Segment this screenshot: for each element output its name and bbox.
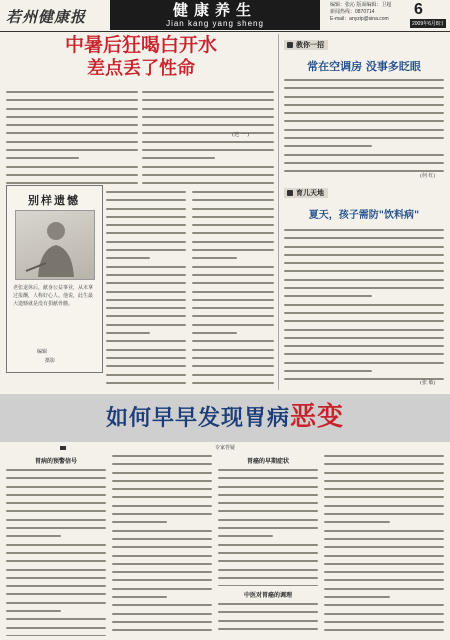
text-line xyxy=(284,367,444,375)
text-line xyxy=(218,499,318,507)
article1-body-col2 xyxy=(142,88,274,184)
text-line xyxy=(106,188,186,196)
text-line xyxy=(284,93,444,101)
issue-date: 2009年6月8日 xyxy=(412,21,444,27)
text-line xyxy=(6,474,106,482)
text-line xyxy=(324,635,444,636)
text-line xyxy=(6,146,138,154)
text-line xyxy=(218,516,318,524)
masthead-email: E-mail：anyzip@sina.com xyxy=(330,16,389,22)
text-line xyxy=(324,552,444,560)
text-line xyxy=(324,452,444,460)
text-line xyxy=(142,146,274,154)
right1-tag: 教你一招 xyxy=(284,40,328,50)
figure-title: 别样遗憾 xyxy=(28,194,80,207)
text-line xyxy=(106,279,186,287)
text-line xyxy=(284,334,444,342)
text-line xyxy=(284,309,444,317)
text-line xyxy=(6,590,106,598)
text-line xyxy=(192,304,274,312)
text-line xyxy=(142,96,274,104)
text-line xyxy=(218,491,318,499)
page-number: 6 xyxy=(414,1,423,18)
text-line xyxy=(324,493,444,501)
text-line xyxy=(324,469,444,477)
right1-body xyxy=(284,76,444,176)
text-line xyxy=(6,532,106,540)
text-line xyxy=(6,138,138,146)
text-line xyxy=(284,276,444,284)
text-line xyxy=(112,543,212,551)
text-line xyxy=(324,618,444,626)
text-line xyxy=(218,524,318,532)
section-banner xyxy=(110,0,320,30)
text-line xyxy=(192,288,274,296)
text-line xyxy=(192,213,274,221)
text-line xyxy=(6,491,106,499)
article1-body-col1 xyxy=(6,88,138,184)
text-line xyxy=(218,582,318,586)
text-line xyxy=(112,452,212,460)
text-line xyxy=(142,105,274,113)
text-line xyxy=(6,624,106,632)
figure-box xyxy=(6,185,103,373)
article2-col3b xyxy=(218,600,318,636)
text-line xyxy=(192,254,274,262)
right1-title: 常在空调房 没事多眨眼 xyxy=(307,60,421,73)
text-line xyxy=(106,296,186,304)
text-line xyxy=(324,543,444,551)
text-line xyxy=(218,574,318,582)
text-line xyxy=(192,271,274,279)
text-line xyxy=(218,557,318,565)
text-line xyxy=(142,113,274,121)
text-line xyxy=(284,243,444,251)
text-line xyxy=(324,568,444,576)
text-line xyxy=(106,329,186,337)
text-line xyxy=(284,326,444,334)
text-line xyxy=(112,626,212,634)
column-divider xyxy=(278,34,279,390)
article1-title-line1: 中暑后狂喝白开水 xyxy=(64,34,217,56)
text-line xyxy=(284,126,444,134)
text-line xyxy=(284,317,444,325)
text-line xyxy=(106,254,186,262)
section-pinyin: Jian kang yang sheng xyxy=(166,19,264,28)
text-line xyxy=(112,527,212,535)
text-line xyxy=(6,96,138,104)
text-line xyxy=(142,154,274,162)
article1-body-col3 xyxy=(106,188,186,388)
section-title: 健康养生 xyxy=(172,1,257,19)
text-line xyxy=(6,582,106,590)
text-line xyxy=(324,626,444,634)
text-line xyxy=(112,535,212,543)
text-line xyxy=(192,263,274,271)
article2-headline xyxy=(0,395,450,440)
text-line xyxy=(112,502,212,510)
text-line xyxy=(112,485,212,493)
text-line xyxy=(6,113,138,121)
text-line xyxy=(284,292,444,300)
text-line xyxy=(324,527,444,535)
text-line xyxy=(284,76,444,84)
text-line xyxy=(6,483,106,491)
text-line xyxy=(106,221,186,229)
text-line xyxy=(284,267,444,275)
text-line xyxy=(112,635,212,636)
text-line xyxy=(112,552,212,560)
text-line xyxy=(142,171,274,179)
masthead-editor: 编辑：张沁 版面编辑：卫超 xyxy=(330,2,392,8)
text-line xyxy=(218,608,318,616)
text-line xyxy=(192,387,274,388)
text-line xyxy=(218,566,318,574)
text-line xyxy=(218,474,318,482)
figure-signature-2: 摄影 xyxy=(45,358,56,364)
text-line xyxy=(106,196,186,204)
text-line xyxy=(284,134,444,142)
text-line xyxy=(324,585,444,593)
text-line xyxy=(142,138,274,146)
text-line xyxy=(106,321,186,329)
text-line xyxy=(6,541,106,549)
right2-title: 夏天，孩子需防"饮料病" xyxy=(308,210,420,221)
text-line xyxy=(106,246,186,254)
text-line xyxy=(192,229,274,237)
text-line xyxy=(284,151,444,159)
text-line xyxy=(112,560,212,568)
text-line xyxy=(192,354,274,362)
text-line xyxy=(6,154,138,162)
text-line xyxy=(284,301,444,309)
text-line xyxy=(192,196,274,204)
text-line xyxy=(6,121,138,129)
text-line xyxy=(192,246,274,254)
text-line xyxy=(284,84,444,92)
text-line xyxy=(284,259,444,267)
text-line xyxy=(112,469,212,477)
text-line xyxy=(324,576,444,584)
text-line xyxy=(112,576,212,584)
text-line xyxy=(192,321,274,329)
text-line xyxy=(284,226,444,234)
text-line xyxy=(218,600,318,608)
text-line xyxy=(106,205,186,213)
masthead-info xyxy=(330,2,410,23)
text-line xyxy=(6,171,138,179)
text-line xyxy=(192,329,274,337)
text-line xyxy=(284,359,444,367)
text-line xyxy=(324,593,444,601)
text-line xyxy=(284,342,444,350)
text-line xyxy=(106,371,186,379)
text-line xyxy=(284,109,444,117)
text-line xyxy=(324,510,444,518)
text-line xyxy=(6,607,106,615)
newspaper-logo: 若州健康报 xyxy=(6,8,87,26)
text-line xyxy=(6,507,106,515)
text-line xyxy=(106,362,186,370)
text-line xyxy=(106,271,186,279)
subhead-1: 胃病的预警信号 xyxy=(34,458,77,465)
figure-caption: 老张退休后，献身公益事业，从未拿过报酬，人称好心人。他说，此生最大遗憾就是没有捐献骨髓。 xyxy=(13,285,94,307)
figure-illustration xyxy=(15,210,95,280)
text-line xyxy=(142,121,274,129)
figure-signature: 编辑 xyxy=(37,349,48,355)
text-line xyxy=(106,229,186,237)
text-line xyxy=(6,632,106,636)
text-line xyxy=(6,524,106,532)
text-line xyxy=(284,284,444,292)
text-line xyxy=(112,518,212,526)
article1-headline xyxy=(10,34,272,80)
text-line xyxy=(106,213,186,221)
subhead-3: 中医对胃癌的调理 xyxy=(243,592,292,599)
text-line xyxy=(6,163,138,171)
masthead-rule xyxy=(0,31,450,32)
text-line xyxy=(6,516,106,524)
text-line xyxy=(324,460,444,468)
article2-col1 xyxy=(6,466,106,636)
text-line xyxy=(284,142,444,150)
text-line xyxy=(192,337,274,345)
text-line xyxy=(218,532,318,540)
text-line xyxy=(192,346,274,354)
text-line xyxy=(106,304,186,312)
text-line xyxy=(6,499,106,507)
text-line xyxy=(324,610,444,618)
text-line xyxy=(112,585,212,593)
text-line xyxy=(192,188,274,196)
text-line xyxy=(284,159,444,167)
article2-title-red: 恶变 xyxy=(290,402,345,432)
text-line xyxy=(6,179,138,184)
text-line xyxy=(6,566,106,574)
text-line xyxy=(324,518,444,526)
text-line xyxy=(324,601,444,609)
text-line xyxy=(324,502,444,510)
text-line xyxy=(112,610,212,618)
text-line xyxy=(142,179,274,184)
text-line xyxy=(112,510,212,518)
text-line xyxy=(112,568,212,576)
text-line xyxy=(6,557,106,565)
text-line xyxy=(106,238,186,246)
text-line xyxy=(192,279,274,287)
text-line xyxy=(6,466,106,474)
right2-credit: (张 敏) xyxy=(420,380,436,386)
text-line xyxy=(324,535,444,543)
text-line xyxy=(192,379,274,387)
text-line xyxy=(6,549,106,557)
text-line xyxy=(218,507,318,515)
text-line xyxy=(284,251,444,259)
text-line xyxy=(284,117,444,125)
text-line xyxy=(324,560,444,568)
text-line xyxy=(192,238,274,246)
text-line xyxy=(142,88,274,96)
text-line xyxy=(106,354,186,362)
text-line xyxy=(106,337,186,345)
text-line xyxy=(192,371,274,379)
text-line xyxy=(218,549,318,557)
text-line xyxy=(112,593,212,601)
text-line xyxy=(6,88,138,96)
article2-col2 xyxy=(112,452,212,636)
article2-col4 xyxy=(324,452,444,636)
text-line xyxy=(112,618,212,626)
right2-tag: 育儿天地 xyxy=(284,188,328,198)
text-line xyxy=(106,379,186,387)
text-line xyxy=(6,599,106,607)
text-line xyxy=(106,312,186,320)
text-line xyxy=(106,346,186,354)
text-line xyxy=(6,129,138,137)
text-line xyxy=(284,101,444,109)
right2-body xyxy=(284,226,444,382)
text-line xyxy=(106,288,186,296)
right1-credit: (何 红) xyxy=(420,173,436,179)
article1-credit: (达 一 ) xyxy=(232,132,250,138)
text-line xyxy=(112,477,212,485)
text-line xyxy=(192,362,274,370)
text-line xyxy=(192,312,274,320)
text-line xyxy=(218,625,318,633)
text-line xyxy=(192,205,274,213)
article2-col3 xyxy=(218,466,318,586)
article1-body-col4 xyxy=(192,188,274,388)
person-sketch-icon xyxy=(16,211,94,279)
text-line xyxy=(218,483,318,491)
text-line xyxy=(324,477,444,485)
text-line xyxy=(192,221,274,229)
text-line xyxy=(112,601,212,609)
text-line xyxy=(6,105,138,113)
masthead-hotline: 新闻热线：0870714 xyxy=(330,9,375,15)
text-line xyxy=(142,129,274,137)
text-line xyxy=(324,485,444,493)
text-line xyxy=(106,263,186,271)
text-line xyxy=(6,574,106,582)
article1-title-line2: 差点丢了性命 xyxy=(87,58,195,79)
text-line xyxy=(106,387,186,388)
text-line xyxy=(284,350,444,358)
text-line xyxy=(284,234,444,242)
text-line xyxy=(6,615,106,623)
text-line xyxy=(218,617,318,625)
article2-title-main: 如何早早发现胃病 xyxy=(105,405,290,431)
text-line xyxy=(218,541,318,549)
subhead-2: 胃癌的早期症状 xyxy=(246,458,289,465)
text-line xyxy=(142,163,274,171)
text-line xyxy=(192,296,274,304)
text-line xyxy=(112,493,212,501)
text-line xyxy=(218,466,318,474)
article2-byline: 专家答疑 xyxy=(214,445,235,451)
text-line xyxy=(112,460,212,468)
